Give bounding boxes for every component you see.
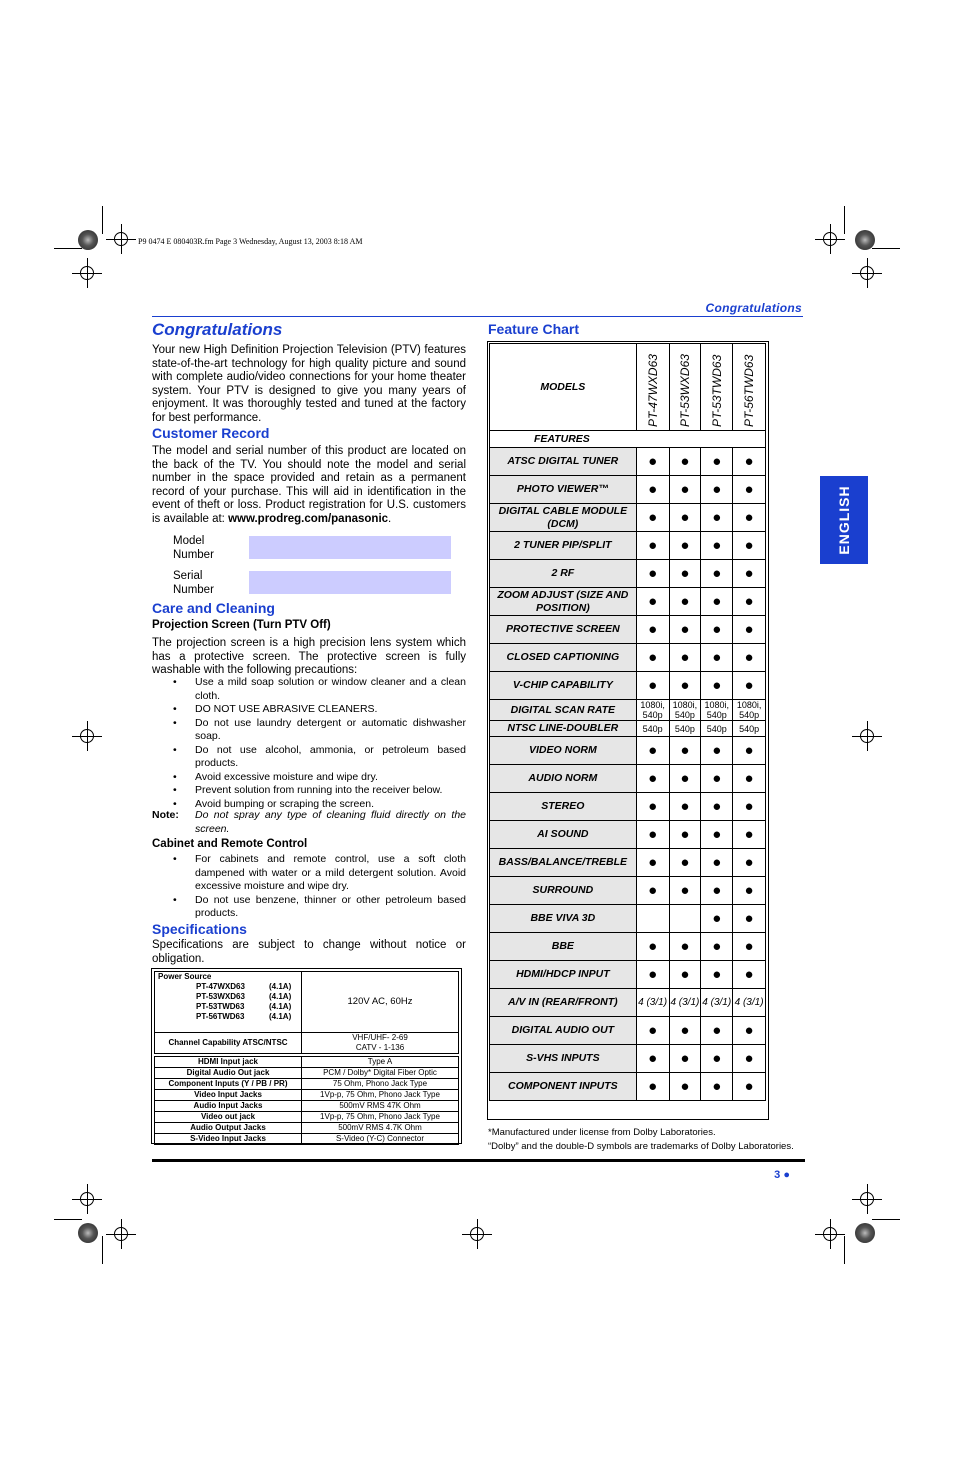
feature-cell: ● — [733, 793, 766, 821]
feature-name: DIGITAL AUDIO OUT — [490, 1017, 637, 1045]
spec-row — [155, 1112, 459, 1123]
crop-line — [844, 1236, 845, 1264]
feature-cell: 540p — [733, 721, 766, 737]
spec-row — [155, 1123, 459, 1134]
feature-name: A/V IN (REAR/FRONT) — [490, 989, 637, 1017]
spec-label: Audio Input Jacks — [155, 1101, 302, 1112]
spec-label: S-Video Input Jacks — [155, 1134, 302, 1145]
feature-cell: ● — [636, 821, 669, 849]
feature-cell: ● — [733, 448, 766, 476]
spec-value: S-Video (Y-C) Connector — [302, 1134, 459, 1145]
power-model: PT-47WXD63 — [196, 982, 245, 991]
features-label-row — [490, 431, 766, 448]
feature-cell: ● — [701, 849, 733, 877]
spec-row-channel — [155, 1033, 459, 1054]
feature-cell: ● — [636, 560, 669, 588]
feature-row — [490, 1045, 766, 1073]
feature-row — [490, 672, 766, 700]
power-source-label: Power Source — [158, 972, 212, 981]
crosshair-mark — [860, 1192, 874, 1206]
feature-cell: ● — [701, 877, 733, 905]
model-header — [636, 344, 669, 431]
feature-cell: ● — [669, 672, 701, 700]
spec-value: PCM / Dolby* Digital Fiber Optic — [302, 1068, 459, 1079]
feature-cell: ● — [669, 504, 701, 532]
spec-value: 120V AC, 60Hz — [302, 972, 459, 1033]
model-header — [733, 344, 766, 431]
print-meta: P9 0474 E 080403R.fm Page 3 Wednesday, August 13, 2003 8:18 AM — [138, 237, 363, 246]
feature-name: V-CHIP CAPABILITY — [490, 672, 637, 700]
feature-row — [490, 504, 766, 532]
models-row — [490, 344, 766, 431]
feature-cell: ● — [701, 588, 733, 616]
feature-cell: ● — [701, 793, 733, 821]
language-tab[interactable] — [820, 476, 868, 564]
specifications-body: Specifications are subject to change without notice or obligation. — [152, 939, 466, 965]
cabinet-bullet-item: • For cabinets and remote control, use a soft cloth dampened with water or a mild detergent solution. Avoid excessive moisture and wipe dry. — [152, 853, 466, 894]
feature-name: AUDIO NORM — [490, 765, 637, 793]
feature-cell: ● — [636, 448, 669, 476]
feature-cell: 540p — [636, 721, 669, 737]
feature-cell: ● — [701, 1073, 733, 1101]
spec-row — [155, 1134, 459, 1145]
feature-cell: ● — [701, 448, 733, 476]
feature-cell: ● — [636, 1045, 669, 1073]
models-label: MODELS — [490, 344, 637, 431]
screen-bullet-item: • Avoid excessive moisture and wipe dry. — [152, 771, 466, 785]
power-amp: (4.1A) — [269, 982, 292, 991]
feature-row — [490, 961, 766, 989]
feature-cell: ● — [701, 616, 733, 644]
feature-row — [490, 1073, 766, 1101]
spec-label: Digital Audio Out jack — [155, 1068, 302, 1079]
spec-row — [155, 1090, 459, 1101]
feature-cell: ● — [669, 448, 701, 476]
feature-cell: ● — [701, 933, 733, 961]
footnote-dolby-license: *Manufactured under license from Dolby Laboratories. — [488, 1127, 716, 1138]
crop-line — [872, 248, 900, 249]
spec-value: 500mV RMS 4.7K Ohm — [302, 1123, 459, 1134]
feature-cell: ● — [669, 933, 701, 961]
feature-cell: ● — [669, 737, 701, 765]
power-amp: (4.1A) — [269, 1012, 292, 1021]
screen-bullet-item: • DO NOT USE ABRASIVE CLEANERS. — [152, 703, 466, 717]
feature-cell: ● — [733, 644, 766, 672]
feature-cell: ● — [636, 765, 669, 793]
footer-rule — [152, 1159, 805, 1162]
spec-row-power — [155, 972, 459, 1033]
feature-cell: ● — [701, 737, 733, 765]
screen-bullet-item: • Prevent solution from running into the receiver below. — [152, 784, 466, 798]
spec-value: 500mV RMS 47K Ohm — [302, 1101, 459, 1112]
feature-name: CLOSED CAPTIONING — [490, 644, 637, 672]
feature-cell: 1080i, 540p — [701, 700, 733, 721]
feature-cell: ● — [636, 532, 669, 560]
feature-cell: ● — [669, 616, 701, 644]
spec-label: Video out jack — [155, 1112, 302, 1123]
feature-cell: ● — [701, 560, 733, 588]
feature-cell: 540p — [701, 721, 733, 737]
spec-row — [155, 1079, 459, 1090]
feature-cell: ● — [733, 1045, 766, 1073]
registration-url[interactable]: www.prodreg.com/panasonic — [228, 512, 389, 525]
feature-name: SURROUND — [490, 877, 637, 905]
channel-value-line: CATV - 1-136 — [355, 1043, 405, 1052]
feature-cell: 1080i, 540p — [669, 700, 701, 721]
feature-cell: ● — [636, 588, 669, 616]
feature-row — [490, 532, 766, 560]
feature-cell: ● — [701, 1017, 733, 1045]
feature-cell: ● — [701, 644, 733, 672]
feature-row — [490, 721, 766, 737]
feature-name: STEREO — [490, 793, 637, 821]
crosshair-mark — [823, 232, 837, 246]
projection-screen-body: The projection screen is a high precision lens system which has a protective screen. The protective screen is fully washable with the following precautions: — [152, 637, 466, 676]
feature-cell: ● — [636, 616, 669, 644]
model-number-label: Model Number — [173, 535, 214, 561]
feature-cell: ● — [733, 1073, 766, 1101]
cabinet-bullet-item: • Do not use benzene, thinner or other petroleum based products. — [152, 894, 466, 921]
feature-row — [490, 616, 766, 644]
feature-cell: ● — [701, 672, 733, 700]
model-header — [701, 344, 733, 431]
feature-name: ATSC DIGITAL TUNER — [490, 448, 637, 476]
feature-cell: ● — [733, 560, 766, 588]
spec-label: HDMI Input jack — [155, 1057, 302, 1068]
feature-cell: ● — [669, 765, 701, 793]
cabinet-remote-subtitle: Cabinet and Remote Control — [152, 838, 308, 850]
feature-name: DIGITAL SCAN RATE — [490, 700, 637, 721]
crosshair-mark — [114, 1227, 128, 1241]
feature-cell: ● — [733, 672, 766, 700]
customer-record-body: The model and serial number of this product are located on the back of the TV. You should note the model and serial number in the space provided and retain as a permanent record of your purchase. This will aid in identification in the event of theft or loss. Product registration for U.S. customers is available at: www.prodreg.com/panasonic. — [152, 445, 466, 525]
cabinet-remote-bullets — [152, 853, 466, 921]
feature-row — [490, 700, 766, 721]
feature-cell: 4 (3/1) — [636, 989, 669, 1017]
feature-row — [490, 933, 766, 961]
feature-name: BBE VIVA 3D — [490, 905, 637, 933]
feature-cell: ● — [733, 821, 766, 849]
registration-disc — [78, 1223, 98, 1243]
crosshair-mark — [80, 729, 94, 743]
care-cleaning-title: Care and Cleaning — [152, 600, 275, 616]
power-model: PT-53TWD63 — [196, 1002, 245, 1011]
feature-cell: ● — [701, 504, 733, 532]
feature-cell: ● — [669, 588, 701, 616]
feature-cell: ● — [733, 905, 766, 933]
projection-screen-subtitle: Projection Screen (Turn PTV Off) — [152, 619, 331, 631]
spec-value: 1Vp-p, 75 Ohm, Phono Jack Type — [302, 1090, 459, 1101]
channel-value-line: VHF/UHF- 2-69 — [352, 1033, 408, 1042]
congratulations-title: Congratulations — [152, 320, 283, 339]
crop-line — [54, 248, 82, 249]
power-model-line — [158, 982, 298, 992]
feature-cell: ● — [701, 1045, 733, 1073]
feature-cell: 4 (3/1) — [733, 989, 766, 1017]
feature-cell: ● — [733, 933, 766, 961]
feature-cell: ● — [701, 821, 733, 849]
page-number: 3 ● — [774, 1169, 790, 1181]
feature-row — [490, 448, 766, 476]
feature-cell: ● — [636, 476, 669, 504]
feature-cell: ● — [701, 961, 733, 989]
feature-row — [490, 905, 766, 933]
feature-cell: ● — [733, 765, 766, 793]
spec-row — [155, 1068, 459, 1079]
registration-disc — [78, 230, 98, 250]
feature-row — [490, 877, 766, 905]
features-label: FEATURES — [490, 431, 766, 448]
spec-value: Type A — [302, 1057, 459, 1068]
feature-name: PHOTO VIEWER™ — [490, 476, 637, 504]
feature-cell: ● — [669, 560, 701, 588]
feature-cell: ● — [701, 532, 733, 560]
spec-label: Audio Output Jacks — [155, 1123, 302, 1134]
feature-row — [490, 821, 766, 849]
feature-row — [490, 588, 766, 616]
footnote-dolby-trademark: “Dolby” and the double-D symbols are trademarks of Dolby Laboratories. — [488, 1141, 794, 1152]
feature-chart-title: Feature Chart — [488, 321, 580, 337]
feature-cell — [636, 905, 669, 933]
model-header — [669, 344, 701, 431]
model-name: PT-53TWD63 — [709, 354, 724, 427]
feature-cell: ● — [669, 476, 701, 504]
crosshair-mark — [80, 1192, 94, 1206]
feature-row — [490, 560, 766, 588]
feature-cell: ● — [636, 849, 669, 877]
crop-line — [844, 206, 845, 234]
running-header: Congratulations — [705, 301, 802, 315]
customer-record-title: Customer Record — [152, 425, 270, 441]
feature-cell: ● — [733, 588, 766, 616]
power-model: PT-56TWD63 — [196, 1012, 245, 1021]
feature-chart-table — [489, 343, 766, 1101]
crop-line — [872, 1219, 900, 1220]
power-amp: (4.1A) — [269, 1002, 292, 1011]
feature-name: BASS/BALANCE/TREBLE — [490, 849, 637, 877]
feature-cell: ● — [636, 793, 669, 821]
crop-line — [54, 1219, 82, 1220]
spec-label: Video Input Jacks — [155, 1090, 302, 1101]
feature-row — [490, 1017, 766, 1045]
feature-cell: 540p — [669, 721, 701, 737]
feature-row — [490, 737, 766, 765]
feature-cell: ● — [669, 644, 701, 672]
feature-name: BBE — [490, 933, 637, 961]
feature-cell: ● — [701, 905, 733, 933]
language-tab-label: ENGLISH — [836, 485, 852, 555]
spec-label: Channel Capability ATSC/NTSC — [155, 1033, 302, 1054]
feature-cell: ● — [733, 532, 766, 560]
feature-cell: ● — [733, 877, 766, 905]
spec-value: 1Vp-p, 75 Ohm, Phono Jack Type — [302, 1112, 459, 1123]
crosshair-mark — [114, 232, 128, 246]
crosshair-mark — [860, 266, 874, 280]
crosshair-mark — [80, 266, 94, 280]
feature-cell: 1080i, 540p — [733, 700, 766, 721]
serial-number-field[interactable] — [249, 571, 451, 594]
feature-cell: ● — [669, 1073, 701, 1101]
crosshair-mark — [860, 729, 874, 743]
feature-cell: ● — [669, 1017, 701, 1045]
feature-cell: ● — [669, 793, 701, 821]
note-label: Note: — [152, 809, 179, 821]
feature-name: PROTECTIVE SCREEN — [490, 616, 637, 644]
feature-name: VIDEO NORM — [490, 737, 637, 765]
feature-cell: ● — [733, 961, 766, 989]
crop-line — [102, 1236, 103, 1264]
feature-cell: ● — [733, 616, 766, 644]
feature-name: HDMI/HDCP INPUT — [490, 961, 637, 989]
feature-cell: ● — [636, 961, 669, 989]
feature-cell: ● — [636, 1073, 669, 1101]
feature-name: 2 RF — [490, 560, 637, 588]
feature-cell: ● — [701, 765, 733, 793]
feature-name: 2 TUNER PIP/SPLIT — [490, 532, 637, 560]
crosshair-mark — [823, 1227, 837, 1241]
feature-row — [490, 793, 766, 821]
header-rule — [152, 316, 803, 317]
power-model-line — [158, 1012, 298, 1022]
feature-name: DIGITAL CABLE MODULE (DCM) — [490, 504, 637, 532]
feature-row — [490, 849, 766, 877]
screen-bullet-item: • Avoid bumping or scraping the screen. — [152, 798, 466, 812]
serial-number-label: Serial Number — [173, 570, 214, 596]
feature-row — [490, 644, 766, 672]
feature-cell: ● — [733, 1017, 766, 1045]
feature-cell: ● — [636, 644, 669, 672]
specifications-title: Specifications — [152, 921, 247, 937]
crosshair-mark — [470, 1227, 484, 1241]
feature-cell — [669, 905, 701, 933]
spec-value — [302, 1033, 459, 1054]
feature-name: S-VHS INPUTS — [490, 1045, 637, 1073]
feature-cell: ● — [733, 476, 766, 504]
feature-name: COMPONENT INPUTS — [490, 1073, 637, 1101]
screen-bullet-item: • Do not use alcohol, ammonia, or petroleum based products. — [152, 744, 466, 771]
feature-cell: ● — [636, 737, 669, 765]
feature-cell: ● — [669, 961, 701, 989]
feature-cell: 4 (3/1) — [701, 989, 733, 1017]
feature-cell: ● — [636, 672, 669, 700]
feature-cell: ● — [669, 821, 701, 849]
projection-screen-bullets — [152, 676, 466, 811]
feature-name: NTSC LINE-DOUBLER — [490, 721, 637, 737]
note — [152, 809, 466, 836]
power-model-line — [158, 1002, 298, 1012]
feature-cell: 1080i, 540p — [636, 700, 669, 721]
feature-cell: ● — [669, 1045, 701, 1073]
model-number-field[interactable] — [249, 536, 451, 559]
screen-bullet-item: • Do not use laundry detergent or automatic dishwasher soap. — [152, 717, 466, 744]
feature-name: AI SOUND — [490, 821, 637, 849]
registration-disc — [855, 230, 875, 250]
model-name: PT-47WXD63 — [645, 354, 660, 427]
feature-row — [490, 476, 766, 504]
feature-cell: ● — [669, 849, 701, 877]
feature-cell: ● — [733, 737, 766, 765]
feature-cell: 4 (3/1) — [669, 989, 701, 1017]
spec-label — [155, 972, 302, 1033]
spec-label: Component Inputs (Y / PB / PR) — [155, 1079, 302, 1090]
model-name: PT-53WXD63 — [677, 354, 692, 427]
spec-row — [155, 1101, 459, 1112]
congratulations-body: Your new High Definition Projection Television (PTV) features state-of-the-art technology for high quality picture and sound with complete audio/video connections for your home theater system. Your PTV is designed to give you many years of enjoyment. It was thoroughly tested and tuned at the factory for best performance. — [152, 344, 466, 424]
crop-line — [102, 206, 103, 234]
spec-value: 75 Ohm, Phono Jack Type — [302, 1079, 459, 1090]
feature-row — [490, 765, 766, 793]
feature-cell: ● — [636, 1017, 669, 1045]
registration-disc — [855, 1223, 875, 1243]
feature-cell: ● — [636, 504, 669, 532]
feature-cell: ● — [669, 877, 701, 905]
specifications-table — [154, 971, 459, 1145]
feature-name: ZOOM ADJUST (SIZE AND POSITION) — [490, 588, 637, 616]
power-model: PT-53WXD63 — [196, 992, 245, 1001]
spec-row — [155, 1057, 459, 1068]
model-name: PT-56TWD63 — [742, 354, 757, 427]
feature-cell: ● — [636, 933, 669, 961]
feature-cell: ● — [701, 476, 733, 504]
note-text: Do not spray any type of cleaning fluid directly on the screen. — [195, 809, 466, 835]
power-amp: (4.1A) — [269, 992, 292, 1001]
feature-cell: ● — [733, 504, 766, 532]
feature-row — [490, 989, 766, 1017]
power-model-line — [158, 992, 298, 1002]
feature-cell: ● — [733, 849, 766, 877]
feature-cell: ● — [636, 877, 669, 905]
feature-cell: ● — [669, 532, 701, 560]
screen-bullet-item: • Use a mild soap solution or window cleaner and a clean cloth. — [152, 676, 466, 703]
